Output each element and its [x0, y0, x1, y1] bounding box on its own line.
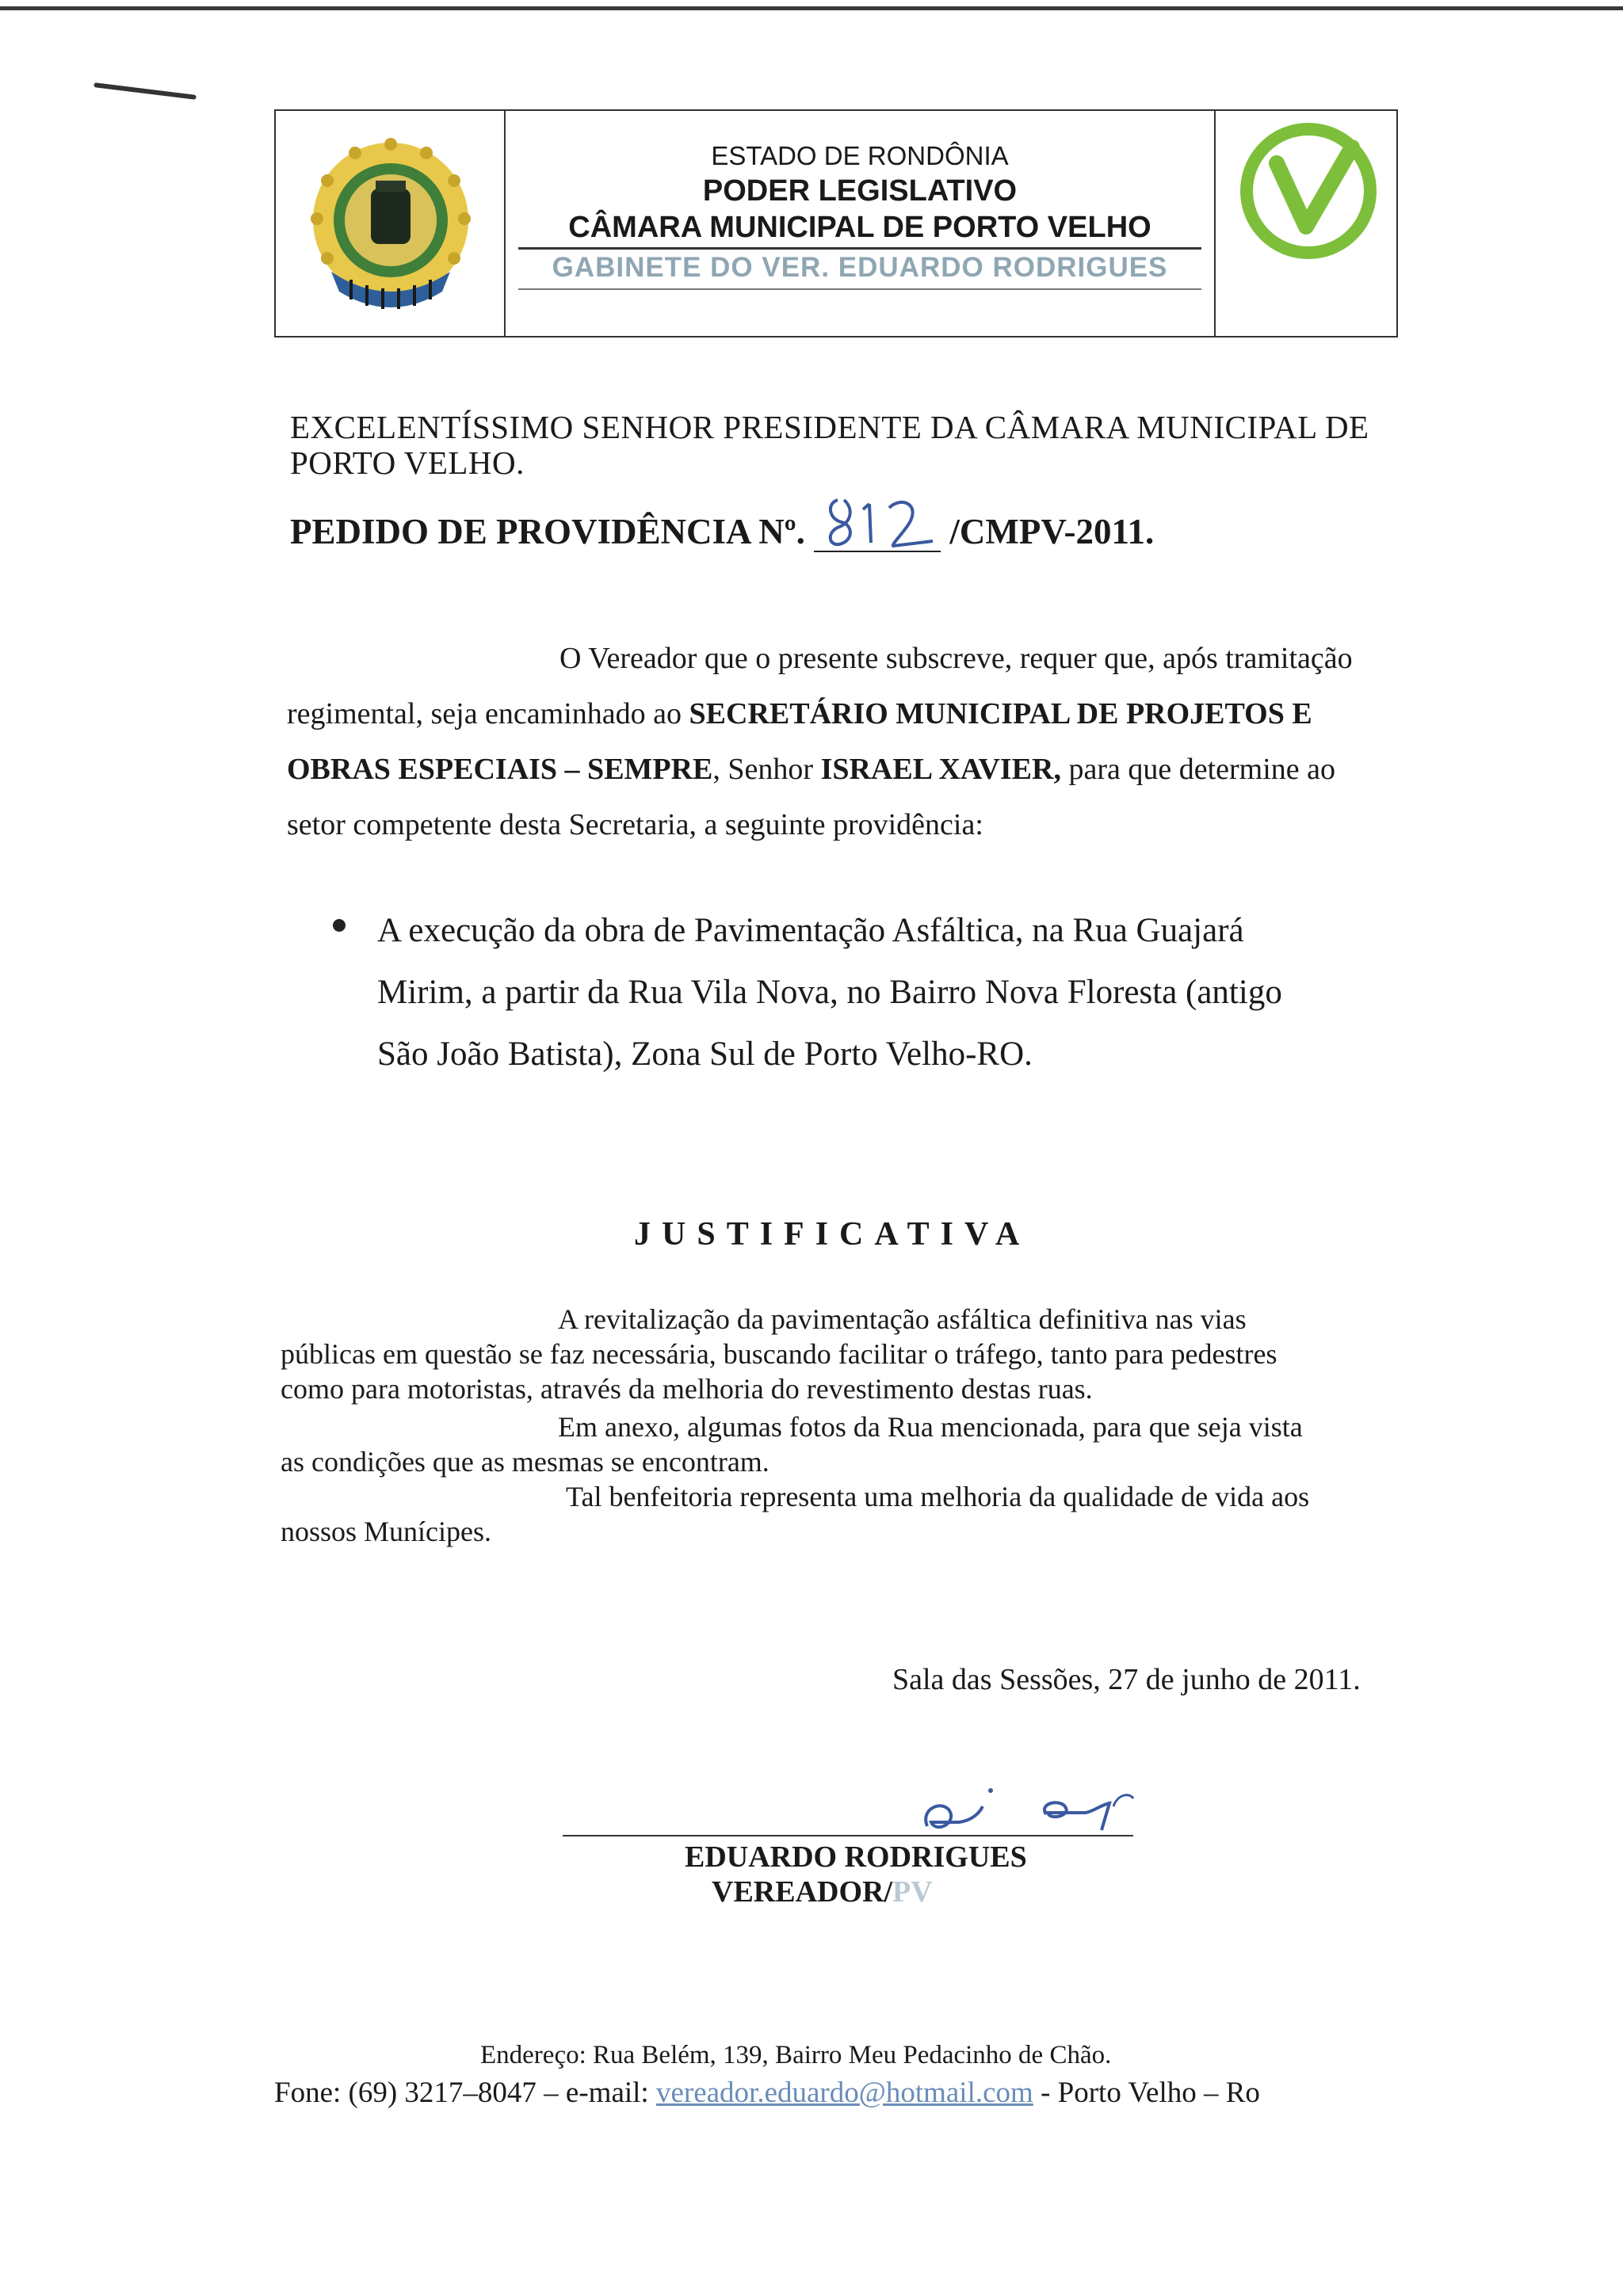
- header-rule: [518, 247, 1201, 250]
- party-logo-cell: [1214, 111, 1396, 336]
- justification-p3-line-1: Tal benfeitoria representa uma melhoria da qualidade de vida aos: [566, 1481, 1310, 1512]
- header-rule-lower: [518, 288, 1201, 290]
- justification-p1-line-3: como para motoristas, através da melhoria do revestimento destas ruas.: [281, 1373, 1093, 1405]
- justification-p2-line-1: Em anexo, algumas fotos da Rua mencionada, para que seja vista: [558, 1411, 1303, 1443]
- justification-p1-line-1: A revitalização da pavimentação asfáltica definitiva nas vias: [558, 1303, 1247, 1335]
- justification-title: JUSTIFICATIVA: [634, 1216, 1031, 1253]
- justification-p3-line-2: nossos Munícipes.: [281, 1516, 492, 1547]
- bullet-icon: [333, 919, 346, 932]
- addressee-line-2: PORTO VELHO.: [290, 444, 525, 481]
- intro-line-3: OBRAS ESPECIAIS – SEMPRE, Senhor ISRAEL XAVIER, para que determine ao: [287, 753, 1336, 786]
- pv-party-logo: [1233, 116, 1384, 266]
- party-abbrev: PV: [892, 1875, 933, 1909]
- addressee-line-1: EXCELENTÍSSIMO SENHOR PRESIDENTE DA CÂMARA MUNICIPAL DE: [290, 409, 1369, 445]
- scan-top-edge: [0, 6, 1623, 10]
- footer-contact: Fone: (69) 3217–8047 – e-mail: vereador.eduardo@hotmail.com - Porto Velho – Ro: [274, 2077, 1260, 2109]
- intro-line-2: regimental, seja encaminhado ao SECRETÁRIO MUNICIPAL DE PROJETOS E: [287, 697, 1312, 730]
- justification-p2-line-2: as condições que as mesmas se encontram.: [281, 1446, 769, 1478]
- pen-mark: [94, 82, 197, 100]
- signer-name: EDUARDO RODRIGUES: [685, 1840, 1027, 1874]
- chamber-name: CÂMARA MUNICIPAL DE PORTO VELHO: [568, 211, 1151, 244]
- request-item-line-1: A execução da obra de Pavimentação Asfáltica, na Rua Guajará: [377, 912, 1244, 949]
- letterhead: [274, 109, 1398, 338]
- request-item-line-3: São João Batista), Zona Sul de Porto Velho-RO.: [377, 1035, 1033, 1073]
- request-heading: [290, 511, 1154, 552]
- intro-line-1: O Vereador que o presente subscreve, requer que, após tramitação: [559, 642, 1353, 675]
- request-number-field: [814, 513, 941, 552]
- signature-line: [563, 1835, 1133, 1836]
- office-name: GABINETE DO VER. EDUARDO RODRIGUES: [552, 252, 1168, 283]
- footer-address: Endereço: Rua Belém, 139, Bairro Meu Pedacinho de Chão.: [480, 2041, 1112, 2069]
- justification-p1-line-2: públicas em questão se faz necessária, buscando facilitar o tráfego, tanto para pedestres: [281, 1338, 1277, 1370]
- state-name: ESTADO DE RONDÔNIA: [711, 141, 1009, 170]
- legislative-power: PODER LEGISLATIVO: [702, 174, 1018, 208]
- request-item-line-2: Mirim, a partir da Rua Vila Nova, no Bairro Nova Floresta (antigo: [377, 974, 1282, 1011]
- intro-line-4: setor competente desta Secretaria, a seguinte providência:: [287, 808, 983, 841]
- place-date: Sala das Sessões, 27 de junho de 2011.: [892, 1663, 1361, 1696]
- email-link[interactable]: vereador.eduardo@hotmail.com: [655, 2077, 1033, 2109]
- handwritten-number: [822, 492, 941, 555]
- letterhead-titles: [506, 111, 1214, 336]
- signer-role: VEREADOR/PV: [712, 1875, 933, 1909]
- crest-cell: [276, 111, 506, 336]
- request-suffix: /CMPV-2011.: [949, 512, 1155, 551]
- request-prefix: PEDIDO DE PROVIDÊNCIA Nº.: [290, 512, 805, 551]
- municipal-crest-icon: [307, 133, 474, 315]
